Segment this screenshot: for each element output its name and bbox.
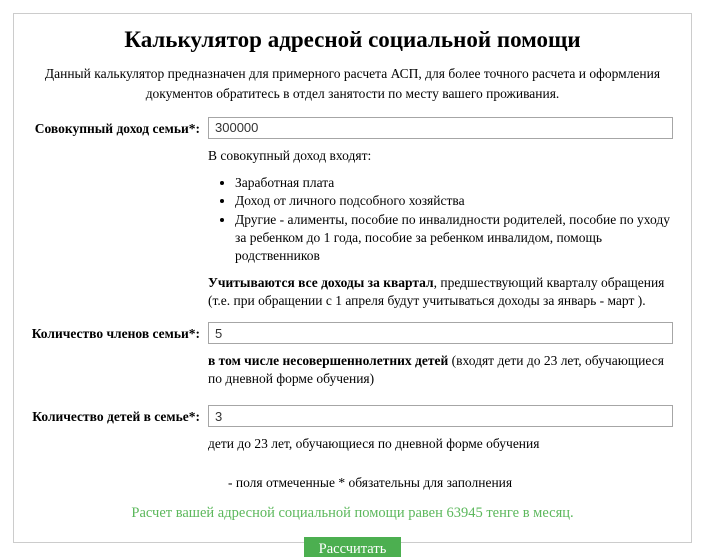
income-field-row: [20, 117, 673, 139]
spacer: [20, 427, 200, 453]
button-area: [14, 537, 691, 557]
children-label: Количество детей в семье*:: [32, 409, 200, 425]
income-source-item: • Доход от личного подсобного хозяйства: [235, 192, 673, 210]
page-title: Калькулятор адресной социальной помощи: [124, 27, 581, 52]
income-source-item: • Заработная плата: [235, 174, 673, 192]
children-help-text: дети до 23 лет, обучающиеся по дневной форме обучения: [208, 436, 540, 452]
spacer: [20, 139, 200, 311]
members-label: Количество членов семьи*:: [31, 326, 200, 342]
income-label: Совокупный доход семьи*:: [34, 120, 200, 136]
members-field-row: [20, 322, 673, 344]
children-help: [208, 435, 673, 453]
result-text: Расчет вашей адресной социальной помощи равен 63945 тенге в месяц.: [131, 505, 574, 522]
children-input-cell: [208, 405, 673, 427]
members-help: [208, 352, 673, 388]
members-help-rest: (входят дети до 23 лет, обучающиеся по дневной форме обучения): [208, 353, 664, 387]
income-input-cell: [208, 117, 673, 139]
children-input[interactable]: [208, 405, 673, 427]
members-input[interactable]: [208, 322, 673, 344]
spacer: [20, 344, 200, 388]
income-sources-list: [208, 174, 673, 266]
members-help-row: [20, 344, 673, 388]
income-source-item: • Другие - алименты, пособие по инвалидности родителей, пособие по уходу за ребенком до 1 года, пособие за ребенком инвалидом, помощь родственников: [235, 211, 673, 265]
children-field-row: [20, 405, 673, 427]
quarter-note-bold: Учитываются все доходы за квартал: [208, 275, 434, 291]
required-fields-note: - поля отмеченные * обязательны для заполнения: [228, 475, 513, 491]
income-help-intro: В совокупный доход входят:: [208, 147, 372, 163]
page-subtitle: Данный калькулятор предназначен для примерного расчета АСП, для более точного расчета и оформления документов обратитесь в отдел занятости по месту вашего проживания.: [44, 66, 661, 101]
members-help-bold: в том числе несовершеннолетних детей: [208, 353, 449, 369]
calculate-button[interactable]: Рассчитать: [304, 537, 402, 557]
members-help-text: [208, 352, 673, 388]
calculator-panel: [13, 13, 692, 557]
quarter-note-rest: , предшествующий кварталу обращения (т.е. при обращении с 1 апреля будут учитываться доходы за январь - март ).: [208, 275, 665, 309]
income-help-row: [20, 139, 673, 311]
children-help-row: [20, 427, 673, 453]
members-input-cell: [208, 322, 673, 344]
quarter-note: [208, 274, 673, 310]
income-help: [208, 139, 673, 311]
income-input[interactable]: [208, 117, 673, 139]
